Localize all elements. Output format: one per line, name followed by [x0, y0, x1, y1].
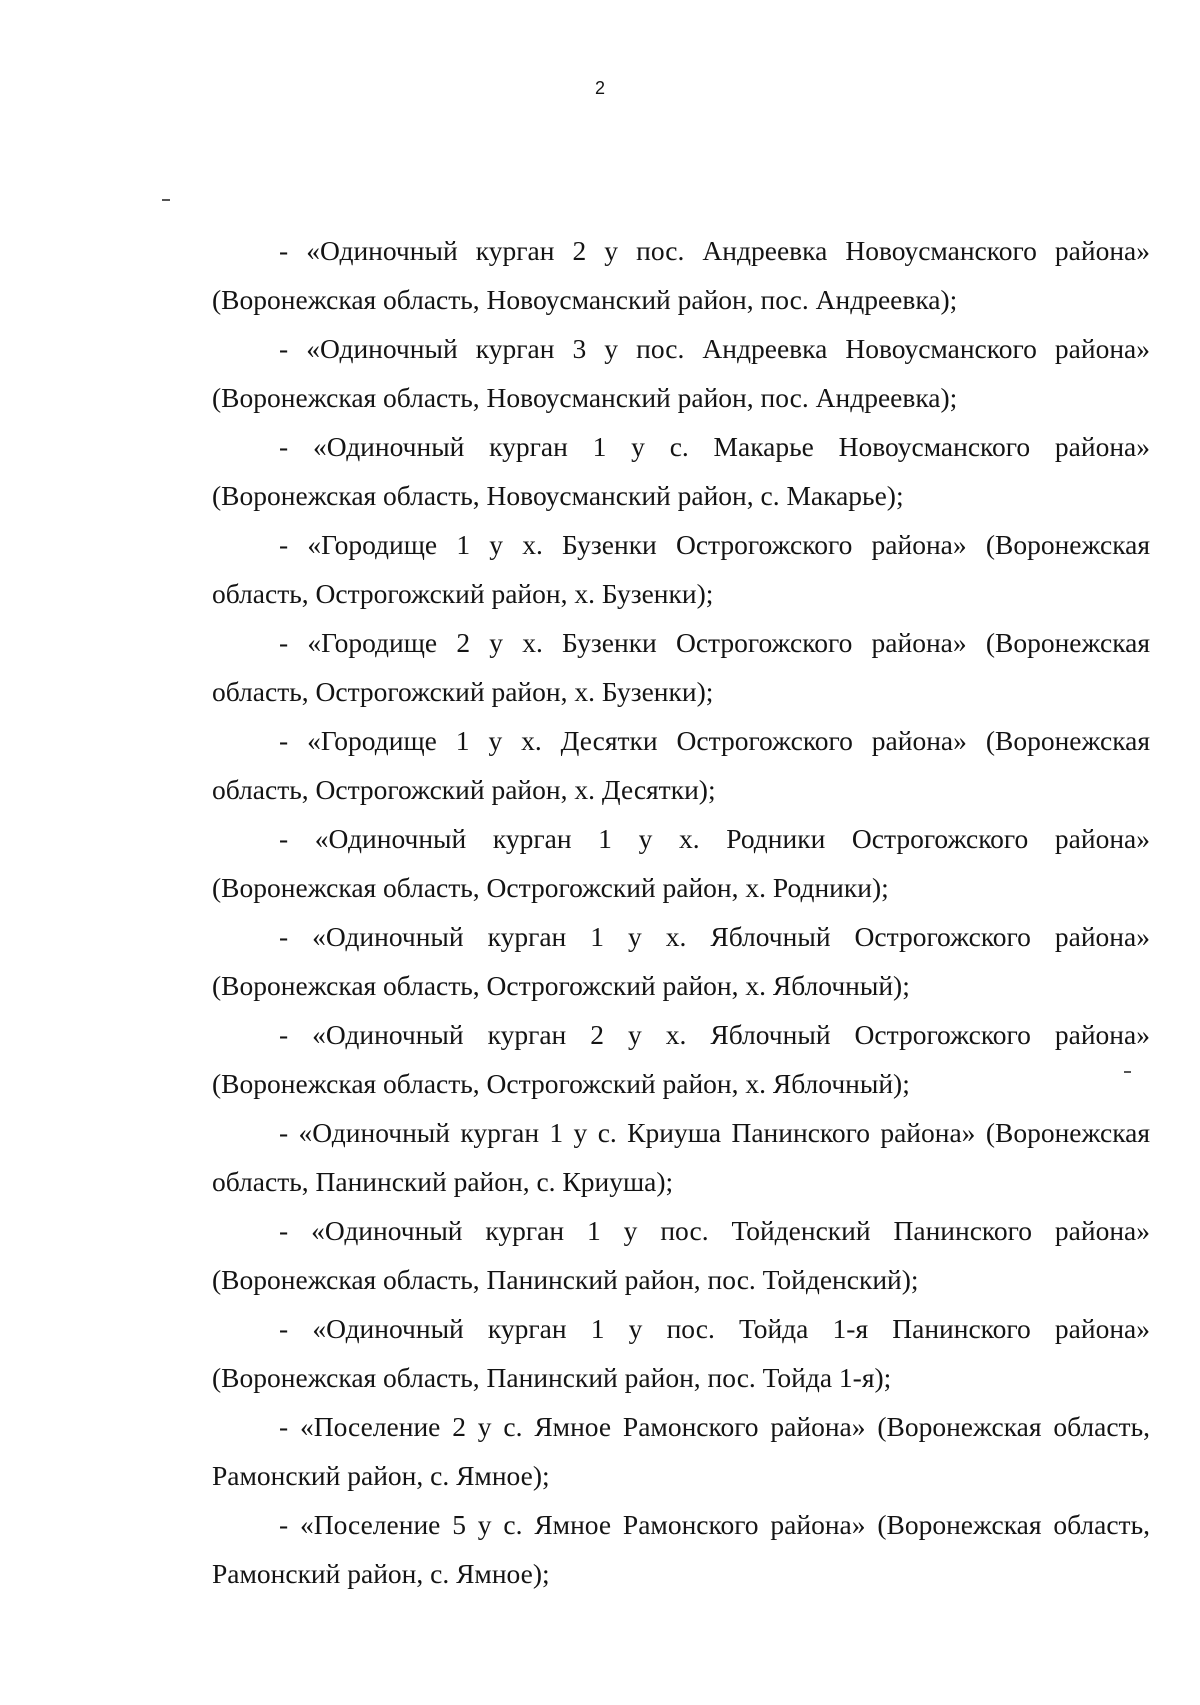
- list-item: - «Поселение 5 у с. Ямное Рамонского района» (Воронежская область, Рамонский район, с. Ямное);: [212, 1509, 1150, 1589]
- list-item: - «Одиночный курган 3 у пос. Андреевка Новоусманского района» (Воронежская область, Новоусманский район, пос. Андреевка);: [212, 333, 1150, 413]
- monument-list: [212, 226, 1150, 1598]
- list-item: - «Городище 2 у х. Бузенки Острогожского района» (Воронежская область, Острогожский район, х. Бузенки);: [212, 627, 1150, 707]
- list-item: - «Одиночный курган 1 у х. Яблочный Острогожского района» (Воронежская область, Острогожский район, х. Яблочный);: [212, 921, 1150, 1001]
- list-item: - «Одиночный курган 1 у с. Криуша Панинского района» (Воронежская область, Панинский район, с. Криуша);: [212, 1117, 1150, 1197]
- list-item: - «Одиночный курган 1 у пос. Тойда 1-я Панинского района» (Воронежская область, Панинский район, пос. Тойда 1-я);: [212, 1313, 1150, 1393]
- list-item: - «Одиночный курган 2 у пос. Андреевка Новоусманского района» (Воронежская область, Новоусманский район, пос. Андреевка);: [212, 235, 1150, 315]
- list-item: - «Городище 1 у х. Десятки Острогожского района» (Воронежская область, Острогожский район, х. Десятки);: [212, 725, 1150, 805]
- list-item: - «Одиночный курган 2 у х. Яблочный Острогожского района» (Воронежская область, Острогожский район, х. Яблочный);: [212, 1019, 1150, 1099]
- scan-speck: [162, 199, 170, 201]
- list-item: - «Городище 1 у х. Бузенки Острогожского района» (Воронежская область, Острогожский район, х. Бузенки);: [212, 529, 1150, 609]
- list-item: - «Одиночный курган 1 у пос. Тойденский Панинского района» (Воронежская область, Панинский район, пос. Тойденский);: [212, 1215, 1150, 1295]
- list-item: - «Поселение 2 у с. Ямное Рамонского района» (Воронежская область, Рамонский район, с. Ямное);: [212, 1411, 1150, 1491]
- list-item: - «Одиночный курган 1 у с. Макарье Новоусманского района» (Воронежская область, Новоусманский район, с. Макарье);: [212, 431, 1150, 511]
- list-item: - «Одиночный курган 1 у х. Родники Острогожского района» (Воронежская область, Острогожский район, х. Родники);: [212, 823, 1150, 903]
- page-number: 2: [594, 78, 605, 98]
